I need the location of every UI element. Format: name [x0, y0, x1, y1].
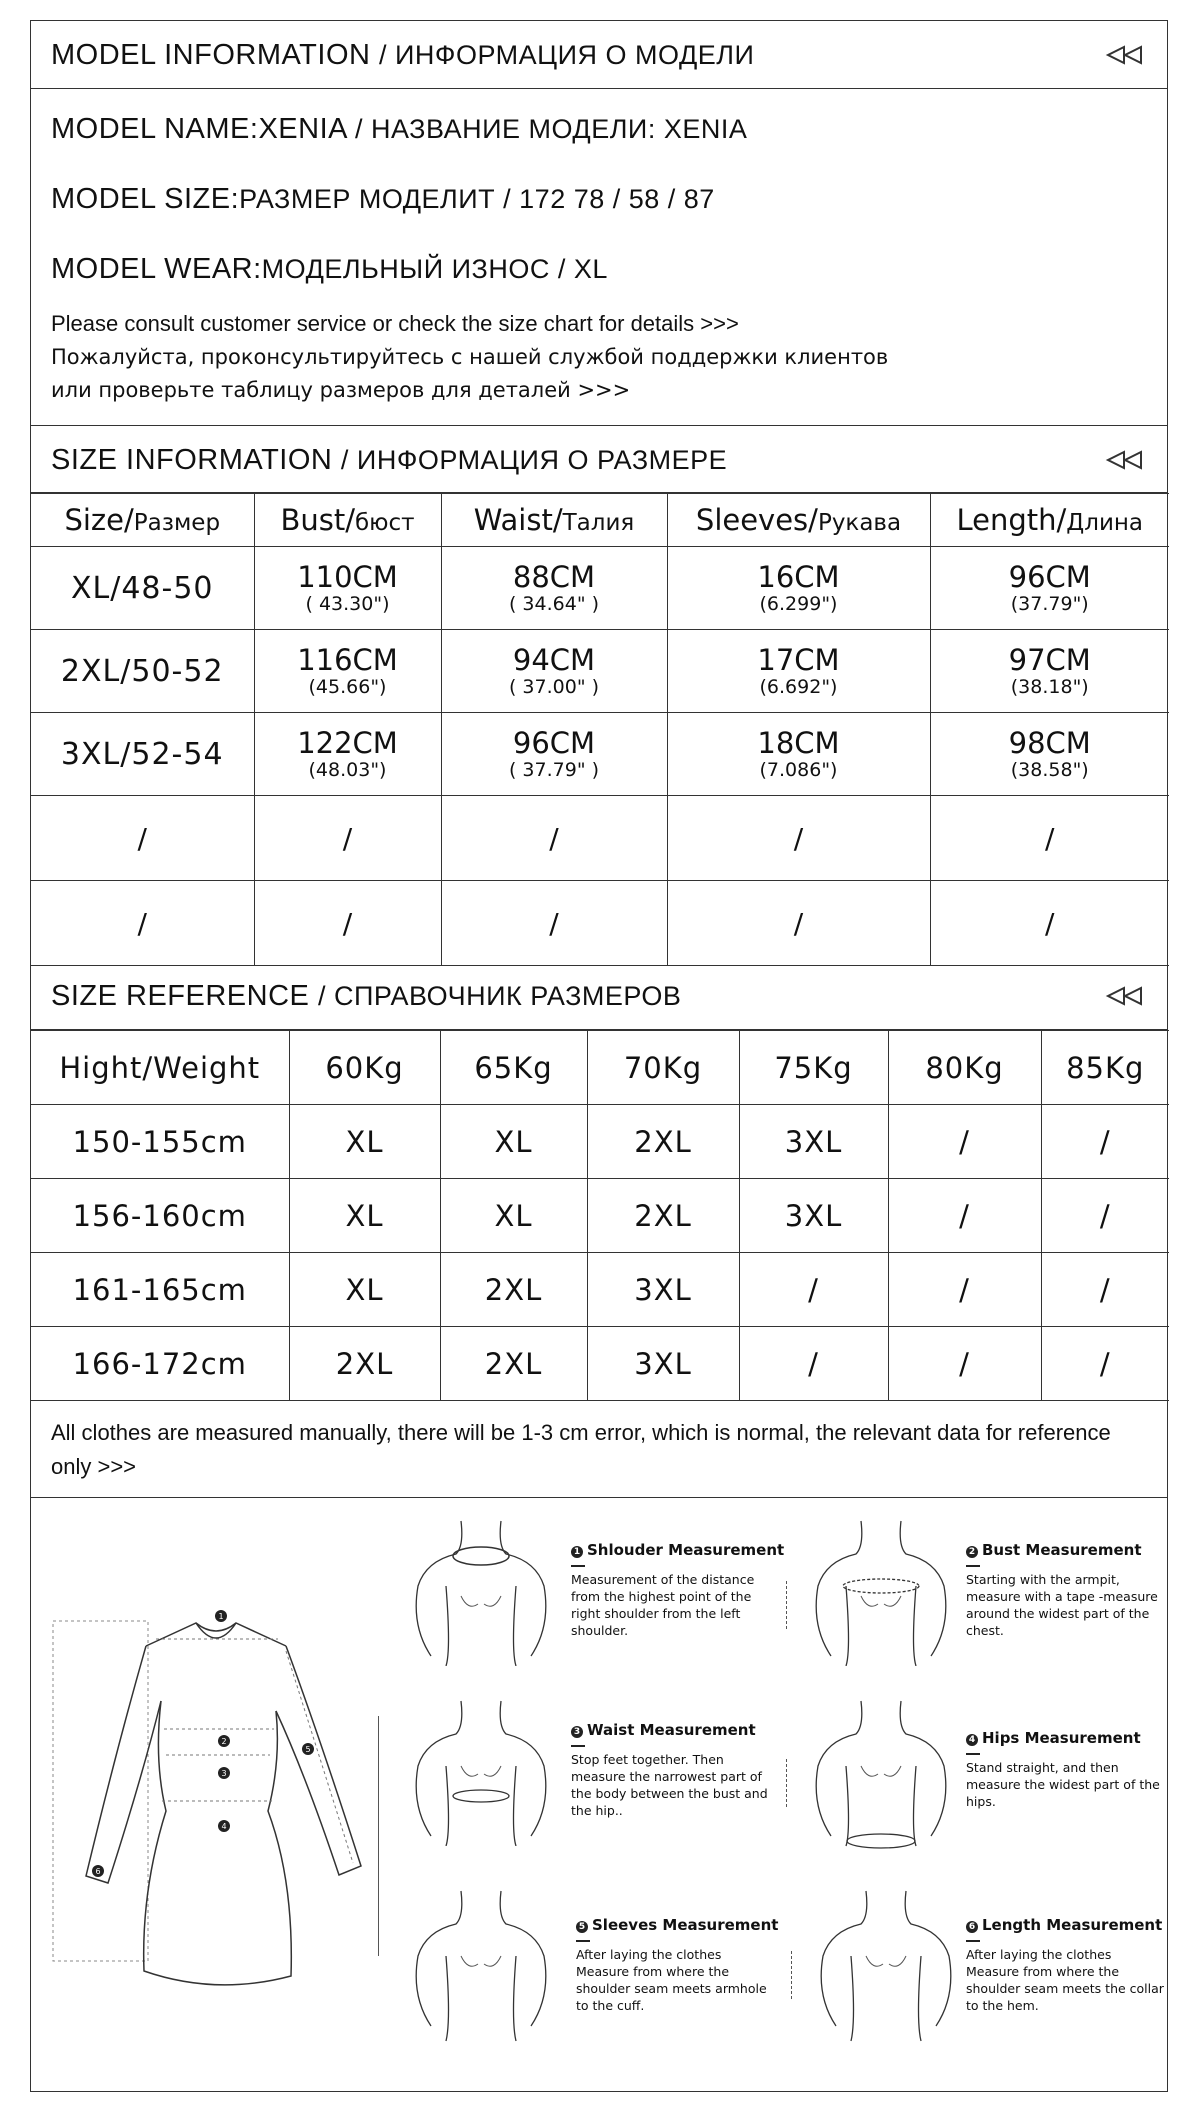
- bust-measurement-title: 2 Bust Measurement: [966, 1541, 1142, 1559]
- waist-cell: 88CM ( 34.64" ): [441, 547, 667, 630]
- header-cell: Hight/Weight: [31, 1031, 289, 1105]
- table-row: [31, 796, 1169, 881]
- header-cell: 70Kg: [587, 1031, 739, 1105]
- waist-figure: [406, 1696, 556, 1846]
- header-sleeves: Sleeves/Рукава: [667, 494, 930, 547]
- divider: [786, 1759, 787, 1807]
- size-reference-table: [31, 1030, 1169, 1401]
- height-cell: 161-165cm: [31, 1253, 289, 1327]
- empty-cell: /: [441, 796, 667, 881]
- size-cell: 3XL: [587, 1327, 739, 1401]
- consult-note-ru-2: или проверьте таблицу размеров для деталей >>>: [51, 378, 631, 402]
- table-row: [31, 881, 1169, 966]
- marker-3: 3: [221, 1769, 227, 1778]
- size-cell: /: [1041, 1253, 1169, 1327]
- rewind-icon[interactable]: [1105, 450, 1145, 470]
- shoulder-measurement-title: 1 Shlouder Measurement: [571, 1541, 784, 1559]
- table-header-row: [31, 1031, 1169, 1105]
- sleeves-cell: 16CM (6.299"): [667, 547, 930, 630]
- empty-cell: /: [930, 881, 1169, 966]
- size-cell: 2XL: [587, 1105, 739, 1179]
- dash: [571, 1745, 585, 1747]
- rewind-icon[interactable]: [1105, 45, 1145, 65]
- size-cell: 3XL/52-54: [31, 713, 254, 796]
- rewind-icon[interactable]: [1105, 986, 1145, 1006]
- empty-cell: /: [31, 796, 254, 881]
- size-cell: /: [888, 1253, 1041, 1327]
- size-cell: XL/48-50: [31, 547, 254, 630]
- waist-measurement-desc: Stop feet together. Then measure the narrowest part of the body between the bust and the hip..: [571, 1752, 768, 1818]
- size-cell: 3XL: [587, 1253, 739, 1327]
- size-cell: /: [888, 1327, 1041, 1401]
- sleeves-cell: 18CM (7.086"): [667, 713, 930, 796]
- size-reference-header: [31, 962, 1167, 1030]
- marker-1: 1: [218, 1612, 224, 1621]
- model-wear: MODEL WEAR:МОДЕЛЬНЫЙ ИЗНОС / XL: [51, 253, 608, 285]
- table-row: [31, 1253, 1169, 1327]
- size-guide-frame: [30, 20, 1168, 2092]
- empty-cell: /: [254, 796, 441, 881]
- size-cell: /: [1041, 1105, 1169, 1179]
- model-size: MODEL SIZE:РАЗМЕР МОДЕЛИТ / 172 78 / 58 / 87: [51, 183, 715, 215]
- size-cell: 2XL: [289, 1327, 440, 1401]
- size-cell: /: [739, 1327, 888, 1401]
- length-cell: 96CM (37.79"): [930, 547, 1169, 630]
- size-cell: 2XL: [440, 1327, 587, 1401]
- model-info-header: [31, 21, 1167, 89]
- header-waist: Waist/Талия: [441, 494, 667, 547]
- bust-figure: [806, 1516, 956, 1666]
- empty-cell: /: [254, 881, 441, 966]
- divider: [791, 1951, 792, 1999]
- empty-cell: /: [667, 881, 930, 966]
- header-cell: 65Kg: [440, 1031, 587, 1105]
- measurement-guide: [31, 1501, 1167, 2091]
- size-cell: XL: [289, 1179, 440, 1253]
- header-bust: Bust/бюст: [254, 494, 441, 547]
- dash: [576, 1940, 590, 1942]
- sleeves-cell: 17CM (6.692"): [667, 630, 930, 713]
- header-cell: 85Kg: [1041, 1031, 1169, 1105]
- size-reference-title: SIZE REFERENCE / СПРАВОЧНИК РАЗМЕРОВ: [51, 980, 682, 1012]
- size-cell: /: [1041, 1327, 1169, 1401]
- bust-cell: 116CM (45.66"): [254, 630, 441, 713]
- size-cell: /: [888, 1105, 1041, 1179]
- height-cell: 156-160cm: [31, 1179, 289, 1253]
- consult-note-ru-1: Пожалуйста, проконсультируйтесь с нашей службой поддержки клиентов: [51, 345, 889, 369]
- shoulder-figure: [406, 1516, 556, 1666]
- hips-measurement-desc: Stand straight, and then measure the widest part of the hips.: [966, 1760, 1160, 1809]
- measurement-disclaimer: All clothes are measured manually, there will be 1-3 cm error, which is normal, the relevant data for reference only >>>: [51, 1420, 1111, 1479]
- size-cell: 3XL: [739, 1105, 888, 1179]
- size-cell: XL: [289, 1105, 440, 1179]
- table-row: [31, 713, 1169, 796]
- size-info-title: SIZE INFORMATION / ИНФОРМАЦИЯ О РАЗМЕРЕ: [51, 444, 728, 476]
- marker-5: 5: [305, 1745, 311, 1754]
- marker-6: 6: [95, 1867, 101, 1876]
- waist-measurement-title: 3 Waist Measurement: [571, 1721, 756, 1739]
- height-cell: 166-172cm: [31, 1327, 289, 1401]
- section-divider: [31, 1497, 1167, 1498]
- length-cell: 98CM (38.58"): [930, 713, 1169, 796]
- length-figure: [811, 1886, 961, 2046]
- sleeves-figure: [406, 1886, 556, 2046]
- table-row: [31, 1327, 1169, 1401]
- model-name: MODEL NAME:XENIA / НАЗВАНИЕ МОДЕЛИ: XENIA: [51, 113, 748, 145]
- empty-cell: /: [31, 881, 254, 966]
- table-header-row: [31, 494, 1169, 547]
- size-cell: 2XL: [587, 1179, 739, 1253]
- empty-cell: /: [667, 796, 930, 881]
- dash: [966, 1940, 980, 1942]
- height-cell: 150-155cm: [31, 1105, 289, 1179]
- length-measurement-desc: After laying the clothes Measure from where the shoulder seam meets the collar to the hem.: [966, 1947, 1164, 2013]
- sleeves-measurement-title: 5 Sleeves Measurement: [576, 1916, 778, 1934]
- size-cell: 2XL/50-52: [31, 630, 254, 713]
- size-info-table: [31, 493, 1169, 966]
- header-cell: 75Kg: [739, 1031, 888, 1105]
- length-cell: 97CM (38.18"): [930, 630, 1169, 713]
- size-info-header: [31, 425, 1167, 493]
- size-cell: XL: [440, 1179, 587, 1253]
- empty-cell: /: [930, 796, 1169, 881]
- table-row: [31, 1179, 1169, 1253]
- dash: [966, 1565, 980, 1567]
- waist-cell: 94CM ( 37.00" ): [441, 630, 667, 713]
- dress-sketch: [46, 1561, 386, 2011]
- empty-cell: /: [441, 881, 667, 966]
- header-length: Length/Длина: [930, 494, 1169, 547]
- dash: [571, 1565, 585, 1567]
- consult-note-en: Please consult customer service or check the size chart for details >>>: [51, 311, 739, 336]
- size-cell: 2XL: [440, 1253, 587, 1327]
- length-measurement-title: 6 Length Measurement: [966, 1916, 1162, 1934]
- model-info-title: MODEL INFORMATION / ИНФОРМАЦИЯ О МОДЕЛИ: [51, 39, 755, 71]
- bust-cell: 122CM (48.03"): [254, 713, 441, 796]
- size-cell: /: [888, 1179, 1041, 1253]
- table-row: [31, 1105, 1169, 1179]
- divider: [786, 1581, 787, 1629]
- header-cell: 60Kg: [289, 1031, 440, 1105]
- header-size: Size/Размер: [31, 494, 254, 547]
- size-cell: XL: [440, 1105, 587, 1179]
- size-cell: XL: [289, 1253, 440, 1327]
- marker-4: 4: [221, 1822, 227, 1831]
- marker-2: 2: [221, 1737, 227, 1746]
- size-cell: /: [739, 1253, 888, 1327]
- divider: [378, 1716, 379, 1956]
- header-cell: 80Kg: [888, 1031, 1041, 1105]
- size-cell: 3XL: [739, 1179, 888, 1253]
- table-row: [31, 630, 1169, 713]
- table-row: [31, 547, 1169, 630]
- bust-measurement-desc: Starting with the armpit, measure with a tape -measure around the widest part of the chest.: [966, 1572, 1158, 1638]
- shoulder-measurement-desc: Measurement of the distance from the highest point of the right shoulder from the left shoulder.: [571, 1572, 755, 1638]
- waist-cell: 96CM ( 37.79" ): [441, 713, 667, 796]
- dash: [966, 1753, 980, 1755]
- size-cell: /: [1041, 1179, 1169, 1253]
- hips-measurement-title: 4 Hips Measurement: [966, 1729, 1141, 1747]
- sleeves-measurement-desc: After laying the clothes Measure from where the shoulder seam meets armhole to the cuff.: [576, 1947, 767, 2013]
- bust-cell: 110CM ( 43.30"): [254, 547, 441, 630]
- hips-figure: [806, 1696, 956, 1856]
